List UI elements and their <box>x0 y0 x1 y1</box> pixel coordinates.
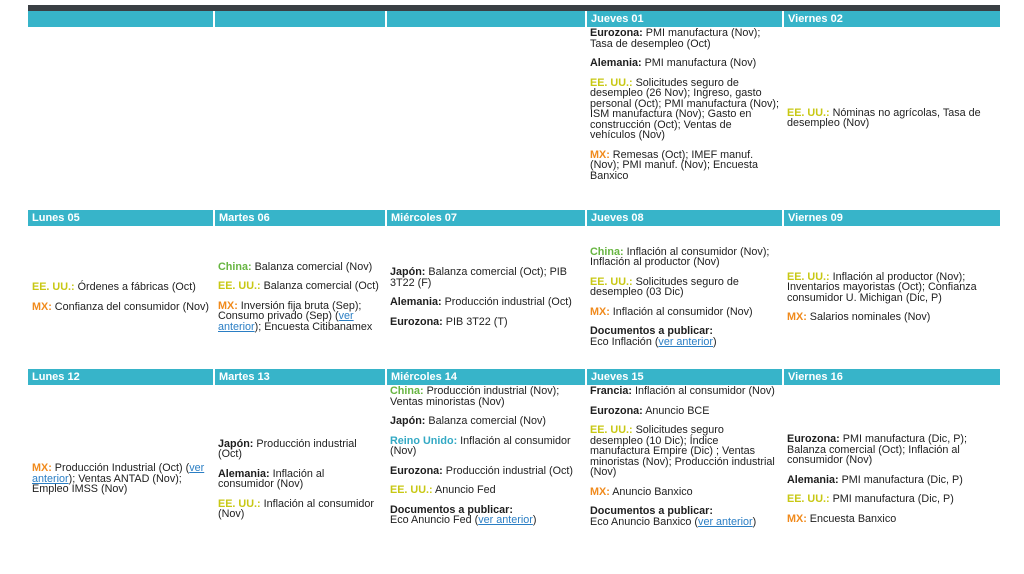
ver-anterior-link[interactable]: ver anterior <box>698 515 753 528</box>
event-text: Solicitudes seguro de desempleo (26 Nov); Ingreso, gasto personal (Oct); PMI manufactura (Nov); ISM manufactura (Nov); Gasto en construcción (Oct); Ventas de vehículos (Nov) <box>590 76 780 141</box>
day-cell <box>386 226 586 369</box>
event-item <box>32 282 210 293</box>
country-label: Alemania: <box>218 467 270 480</box>
day-cell <box>214 226 386 369</box>
day-cell <box>28 385 214 574</box>
event-text: Inversión fija bruta (Sep); Consumo privado (Sep) ( <box>218 299 362 323</box>
country-label: Japón: <box>218 437 254 450</box>
event-text-after: ) <box>713 335 717 348</box>
event-item <box>390 386 582 407</box>
event-text: PMI manufactura (Dic, P); Balanza comercial (Oct); Inflación al consumidor (Nov) <box>787 433 967 466</box>
event-text: Solicitudes seguro de desempleo (03 Dic) <box>590 275 739 299</box>
country-label: EE. UU.: <box>590 424 633 436</box>
event-item <box>590 58 779 69</box>
country-label: China: <box>218 260 252 273</box>
event-item <box>590 326 779 347</box>
country-label: Alemania: <box>787 473 839 486</box>
day-cell <box>214 385 386 574</box>
day-header <box>28 11 214 27</box>
country-label: Eurozona: <box>390 315 443 328</box>
event-text: Inflación al productor (Nov); Inventarios mayoristas (Oct); Confianza consumidor U. Michigan (Dic, P) <box>787 270 977 304</box>
event-text: Confianza del consumidor (Nov) <box>51 300 210 313</box>
country-label: Documentos a publicar: <box>590 505 713 517</box>
event-item <box>390 267 582 288</box>
day-header: Jueves 01 <box>586 11 783 27</box>
day-header: Viernes 09 <box>783 210 1000 226</box>
event-item <box>787 494 996 505</box>
day-header: Miércoles 07 <box>386 210 586 226</box>
day-header: Viernes 02 <box>783 11 1000 27</box>
week-header-row <box>28 369 1000 385</box>
day-header: Lunes 12 <box>28 369 214 385</box>
event-text: Encuesta Banxico <box>806 512 897 525</box>
event-text: Eco Anuncio Fed ( <box>390 514 479 526</box>
country-label: China: <box>590 245 624 258</box>
country-label: Francia: <box>590 385 633 397</box>
country-label: MX: <box>787 311 807 323</box>
country-label: Japón: <box>390 415 426 427</box>
event-item <box>390 297 582 308</box>
day-header: Viernes 16 <box>783 369 1000 385</box>
day-cell <box>28 226 214 369</box>
ver-anterior-link[interactable]: ver anterior <box>32 462 205 485</box>
event-text: Balanza comercial (Oct); PIB 3T22 (F) <box>390 266 567 289</box>
ver-anterior-link[interactable]: ver anterior <box>218 310 354 333</box>
country-label: Documentos a publicar: <box>590 325 713 338</box>
country-label: EE. UU.: <box>390 484 433 496</box>
country-label: MX: <box>590 148 610 161</box>
event-item <box>590 425 779 478</box>
event-text-after: ) <box>752 515 757 528</box>
country-label: Reino Unido: <box>390 434 458 447</box>
day-header: Lunes 05 <box>28 210 214 226</box>
event-item <box>390 505 582 526</box>
day-cell <box>214 27 386 210</box>
country-label: Eurozona: <box>787 433 840 445</box>
economic-calendar <box>28 11 1000 574</box>
week-header-row <box>28 210 1000 226</box>
event-text: PMI manufactura (Dic, P) <box>838 473 963 486</box>
country-label: EE. UU.: <box>32 281 75 293</box>
event-text-after: ) <box>532 514 537 526</box>
event-item <box>787 108 996 129</box>
event-item <box>787 514 996 525</box>
week-row <box>28 226 1000 369</box>
day-header: Martes 06 <box>214 210 386 226</box>
event-item <box>390 436 582 457</box>
event-text: Inflación al consumidor (Nov) <box>390 434 571 457</box>
day-cell <box>386 27 586 210</box>
event-item <box>590 247 779 268</box>
event-text: Inflación al consumidor (Nov) <box>609 305 753 318</box>
ver-anterior-link[interactable]: ver anterior <box>658 335 714 348</box>
country-label: Alemania: <box>590 57 642 69</box>
event-item <box>787 272 996 304</box>
day-header <box>386 11 586 27</box>
country-label: EE. UU.: <box>218 280 261 293</box>
event-item <box>787 312 996 323</box>
country-label: Eurozona: <box>390 464 443 477</box>
country-label: EE. UU.: <box>787 493 830 505</box>
event-text-after: ); Ventas ANTAD (Nov); Empleo IMSS (Nov) <box>32 472 182 496</box>
country-label: EE. UU.: <box>590 275 633 288</box>
country-label: MX: <box>218 299 238 312</box>
day-cell <box>783 385 1000 574</box>
event-item <box>590 307 779 318</box>
event-text: Inflación al consumidor (Nov); Inflación al productor (Nov) <box>590 245 770 269</box>
event-text: Solicitudes seguro desempleo (10 Dic); Índice manufactura Empire (Dic) ; Ventas minoristas (Nov); Producción industrial (Nov) <box>590 424 775 478</box>
event-text: Anuncio Banxico <box>609 485 693 498</box>
event-text: Inflación al consumidor (Nov) <box>632 385 775 397</box>
country-label: EE. UU.: <box>218 497 261 510</box>
week-row <box>28 385 1000 574</box>
event-text: Inflación al consumidor (Nov) <box>218 467 325 490</box>
country-label: MX: <box>32 462 52 475</box>
country-label: EE. UU.: <box>590 76 633 89</box>
event-item <box>390 485 582 496</box>
event-item <box>218 281 382 292</box>
event-text: Anuncio BCE <box>642 404 710 417</box>
event-text: Remesas (Oct); IMEF manuf. (Nov); PMI manuf. (Nov); Encuesta Banxico <box>590 148 759 182</box>
event-item <box>590 386 779 397</box>
event-item <box>590 487 779 498</box>
country-label: MX: <box>590 305 610 318</box>
event-item <box>218 262 382 273</box>
event-text: Salarios nominales (Nov) <box>806 311 931 323</box>
event-item <box>590 277 779 298</box>
event-item <box>218 469 382 490</box>
event-text: PIB 3T22 (T) <box>442 315 508 328</box>
event-item <box>787 475 996 486</box>
day-cell <box>386 385 586 574</box>
event-text: Eco Anuncio Banxico ( <box>590 515 699 528</box>
event-text: Producción industrial (Oct) <box>218 437 357 460</box>
event-item <box>590 78 779 141</box>
event-text: PMI manufactura (Nov); Tasa de desempleo (Oct) <box>590 27 761 50</box>
event-text: PMI manufactura (Nov) <box>641 57 757 69</box>
country-label: Japón: <box>390 266 426 278</box>
event-text: Producción industrial (Oct) <box>442 464 574 477</box>
event-text: Inflación al consumidor (Nov) <box>218 497 375 520</box>
event-item <box>390 466 582 477</box>
country-label: MX: <box>32 300 52 313</box>
event-item <box>590 150 779 182</box>
country-label: EE. UU.: <box>787 270 830 283</box>
event-item <box>787 434 996 466</box>
event-item <box>32 463 210 495</box>
day-cell <box>28 27 214 210</box>
event-text: Producción Industrial (Oct) ( <box>51 462 190 475</box>
event-item <box>590 406 779 417</box>
event-item <box>390 416 582 427</box>
event-text: Balanza comercial (Nov) <box>251 260 373 273</box>
country-label: MX: <box>787 512 807 525</box>
event-text: Balanza comercial (Oct) <box>260 280 379 293</box>
event-text: Balanza comercial (Nov) <box>425 415 546 427</box>
event-text: Anuncio Fed <box>432 484 496 496</box>
event-item <box>390 317 582 328</box>
day-header: Jueves 15 <box>586 369 783 385</box>
event-item <box>590 506 779 527</box>
event-text-after: ); Encuesta Citibanamex <box>254 320 373 333</box>
event-text: Producción industrial (Nov); Ventas minoristas (Nov) <box>390 385 560 408</box>
event-text: PMI manufactura (Dic, P) <box>829 493 954 505</box>
event-item <box>218 301 382 333</box>
country-label: Eurozona: <box>590 27 643 39</box>
event-text: Órdenes a fábricas (Oct) <box>74 281 196 293</box>
day-header: Martes 13 <box>214 369 386 385</box>
week-row <box>28 27 1000 210</box>
event-text: Eco Inflación ( <box>590 335 659 348</box>
country-label: Documentos a publicar: <box>390 503 513 516</box>
event-text: Producción industrial (Oct) <box>441 296 572 308</box>
day-cell <box>783 226 1000 369</box>
day-header <box>214 11 386 27</box>
event-text: Nóminas no agrícolas, Tasa de desempleo (Nov) <box>787 106 981 129</box>
day-cell <box>586 385 783 574</box>
day-cell <box>783 27 1000 210</box>
country-label: MX: <box>590 485 610 498</box>
event-item <box>32 302 210 313</box>
event-item <box>218 499 382 520</box>
day-cell <box>586 27 783 210</box>
country-label: Eurozona: <box>590 404 643 417</box>
country-label: China: <box>390 385 424 397</box>
week-header-row <box>28 11 1000 27</box>
country-label: Alemania: <box>390 296 442 308</box>
day-header: Jueves 08 <box>586 210 783 226</box>
country-label: EE. UU.: <box>787 106 830 119</box>
event-item <box>218 439 382 460</box>
event-item <box>590 28 779 49</box>
day-cell <box>586 226 783 369</box>
ver-anterior-link[interactable]: ver anterior <box>478 514 533 526</box>
day-header: Miércoles 14 <box>386 369 586 385</box>
